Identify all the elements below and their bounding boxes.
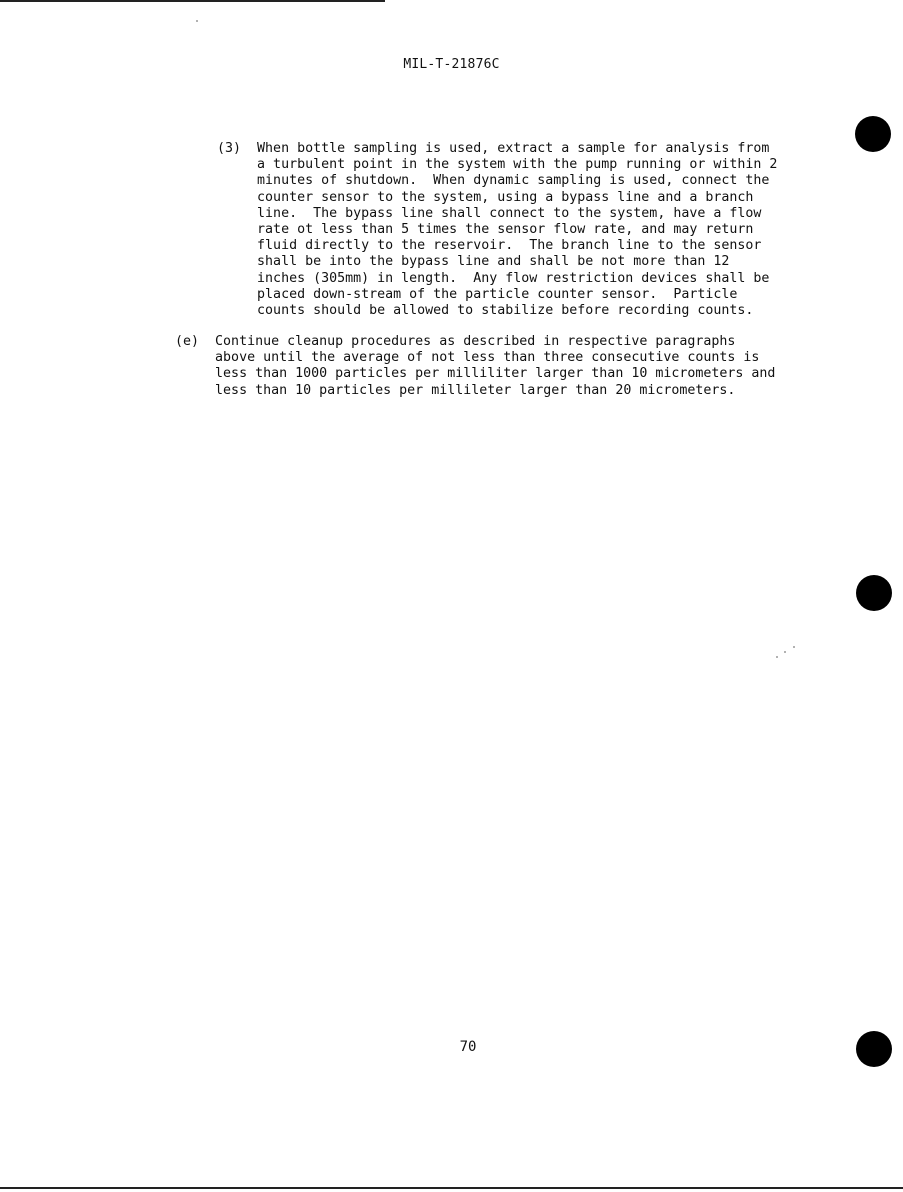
- item-3-body: [257, 141, 777, 319]
- paragraph-item-e: [175, 334, 775, 399]
- item-marker-3: (3): [217, 141, 242, 156]
- item-3-line: counts should be allowed to stabilize before recording counts.: [257, 303, 754, 319]
- punch-hole-bottom: [856, 1031, 892, 1067]
- scan-speck: [784, 651, 786, 653]
- item-e-line: above until the average of not less than three consecutive counts is: [215, 350, 760, 366]
- item-3-line: a turbulent point in the system with the pump running or within 2: [257, 157, 778, 173]
- item-3-line: When bottle sampling is used, extract a sample for analysis from: [257, 141, 770, 156]
- item-3-line: inches (305mm) in length. Any flow restriction devices shall be: [257, 270, 770, 286]
- scan-speck: [793, 646, 795, 648]
- bottom-edge-rule: [0, 1187, 903, 1189]
- punch-hole-top: [855, 116, 891, 152]
- item-e-line: less than 1000 particles per milliliter larger than 10 micrometers and: [215, 366, 776, 382]
- punch-hole-middle: [856, 575, 892, 611]
- item-marker-e: (e): [175, 334, 200, 349]
- item-3-line: shall be into the bypass line and shall be not more than 12: [257, 254, 730, 270]
- scan-speck: [196, 20, 198, 22]
- item-3-line: minutes of shutdown. When dynamic sampling is used, connect the: [257, 173, 770, 189]
- top-edge-rule: [0, 0, 385, 2]
- item-3-line: rate ot less than 5 times the sensor flow rate, and may return: [257, 222, 754, 238]
- item-e-line: Continue cleanup procedures as described in respective paragraphs: [215, 334, 736, 349]
- item-3-line: line. The bypass line shall connect to the system, have a flow: [257, 205, 762, 221]
- item-3-line: fluid directly to the reservoir. The branch line to the sensor: [257, 238, 762, 254]
- paragraph-item-3: [217, 141, 777, 319]
- document-id-header: MIL-T-21876C: [403, 57, 500, 72]
- item-3-line: placed down-stream of the particle counter sensor. Particle: [257, 286, 738, 302]
- item-e-body: [215, 334, 775, 399]
- item-3-line: counter sensor to the system, using a bypass line and a branch: [257, 189, 754, 205]
- item-e-line: less than 10 particles per millileter larger than 20 micrometers.: [215, 382, 736, 398]
- scan-speck: [776, 656, 778, 658]
- page-number: 70: [459, 1039, 477, 1055]
